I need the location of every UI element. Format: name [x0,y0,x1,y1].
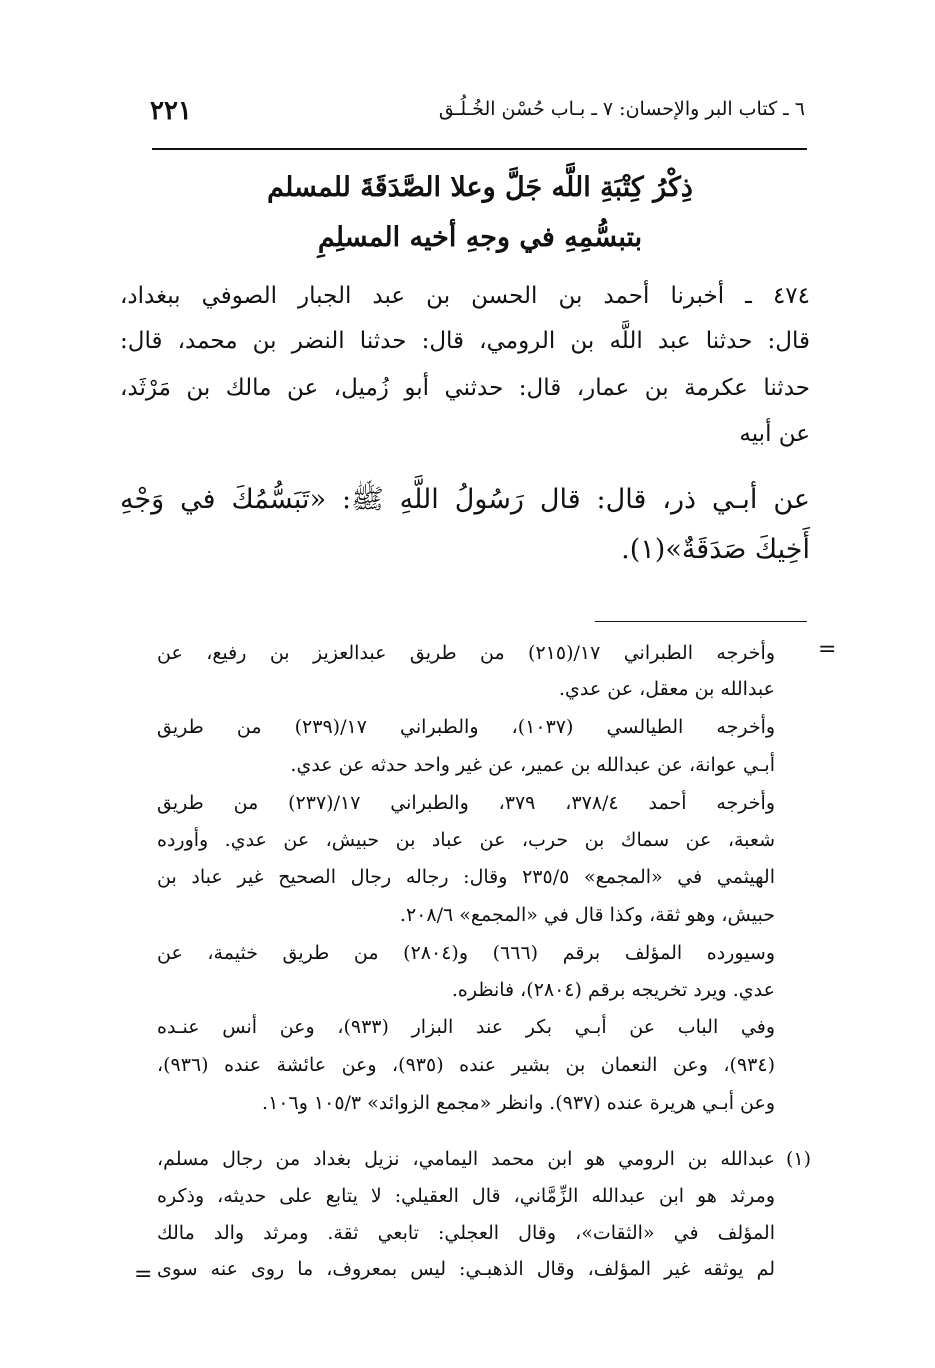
footnote-line: وسيورده المؤلف برقم (٦٦٦) و(٢٨٠٤) من طريق خثيمة، عن [157,942,775,964]
isnad-line: ٤٧٤ ـ أخبرنا أحمد بن الحسن بن عبد الجبار الصوفي ببغداد، [120,283,810,309]
footnote-line: عبدالله بن معقل، عن عدي. [559,678,775,700]
chapter-title-line-1: ذِكْرُ كِتْبَةِ اللَّه جَلَّ وعلا الصَّدَقَةَ للمسلم [267,172,693,203]
footnote-line: الهيثمي في «المجمع» ٢٣٥/٥ وقال: رجاله رجال الصحيح غير عباد بن [157,866,775,888]
footnote-line: شعبة، عن سماك بن حرب، عن عباد بن حبيش، عن عدي. وأورده [157,829,775,851]
footnote-line: لم يوثقه غير المؤلف، وقال الذهبـي: ليس بمعروف، ما روى عنه سوى [157,1258,775,1280]
footnote-line: وأخرجه الطيالسي (١٠٣٧)، والطبراني ١٧/(٢٣٩) من طريق [157,716,776,738]
footnote-line: أبـي عوانة، عن عبدالله بن عمير، عن غير واحد حدثه عن عدي. [290,754,775,776]
hadith-line: أَخِيكَ صَدَقَةٌ»(١). [621,534,810,565]
isnad-line: حدثنا عكرمة بن عمار، قال: حدثني أبو زُميل، عن مالك بن مَرْثَد، [120,375,810,401]
footnote-line: المؤلف في «الثقات»، وقال العجلي: تابعي ثقة. ومرثد والد مالك [157,1222,775,1244]
chapter-title-line-2: بتبسُّمِهِ في وجهِ أخيه المسلِمِ [317,222,643,253]
footnote-number: (١) [786,1148,812,1170]
footnote-continuation-mark: = [818,637,837,662]
footnote-line: عبدالله بن الرومي هو ابن محمد اليمامي، نزيل بغداد من رجال مسلم، [157,1148,775,1170]
footnote-line: وأخرجه الطبراني ١٧/(٢١٥) من طريق عبدالعزيز بن رفيع، عن [157,642,775,664]
isnad-line: عن أبيه [739,421,810,447]
hadith-line: عن أبـي ذر، قال: قال رَسُولُ اللَّهِ ﷺ: «تَبَسُّمُكَ في وَجْهِ [120,484,810,515]
footnote-continues-mark: = [134,1262,153,1287]
footnote-line: (٩٣٤)، وعن النعمان بن بشير عنده (٩٣٥)، وعن عائشة عنده (٩٣٦)، [157,1054,775,1076]
isnad-line: قال: حدثنا عبد اللَّه بن الرومي، قال: حدثنا النضر بن محمد، قال: [120,328,810,354]
footnote-line: عدي. ويرد تخريجه برقم (٢٨٠٤)، فانظره. [451,979,775,1001]
running-header: ٦ ـ كتاب البر والإحسان: ٧ ـ بـاب حُسْن الخُـلُـق [438,98,805,120]
footnote-line: وفي الباب عن أبـي بكر عند البزار (٩٣٣)، وعن أنس عنـده [157,1016,776,1038]
footnote-line: وأخرجه أحمد ٣٧٨/٤، ٣٧٩، والطبراني ١٧/(٢٣٧) من طريق [157,792,775,814]
footnote-separator [595,621,807,622]
footnote-line: ومرثد هو ابن عبدالله الزِّمَّاني، قال العقيلي: لا يتابع على حديثه، وذكره [157,1185,775,1207]
footnote-line: وعن أبـي هريرة عنده (٩٣٧). وانظر «مجمع الزوائد» ١٠٥/٣ و١٠٦. [262,1092,775,1114]
header-rule [152,148,807,150]
footnote-line: حبيش، وهو ثقة، وكذا قال في «المجمع» ٢٠٨/٦. [399,904,775,926]
page-number: ٢٢١ [150,96,192,126]
